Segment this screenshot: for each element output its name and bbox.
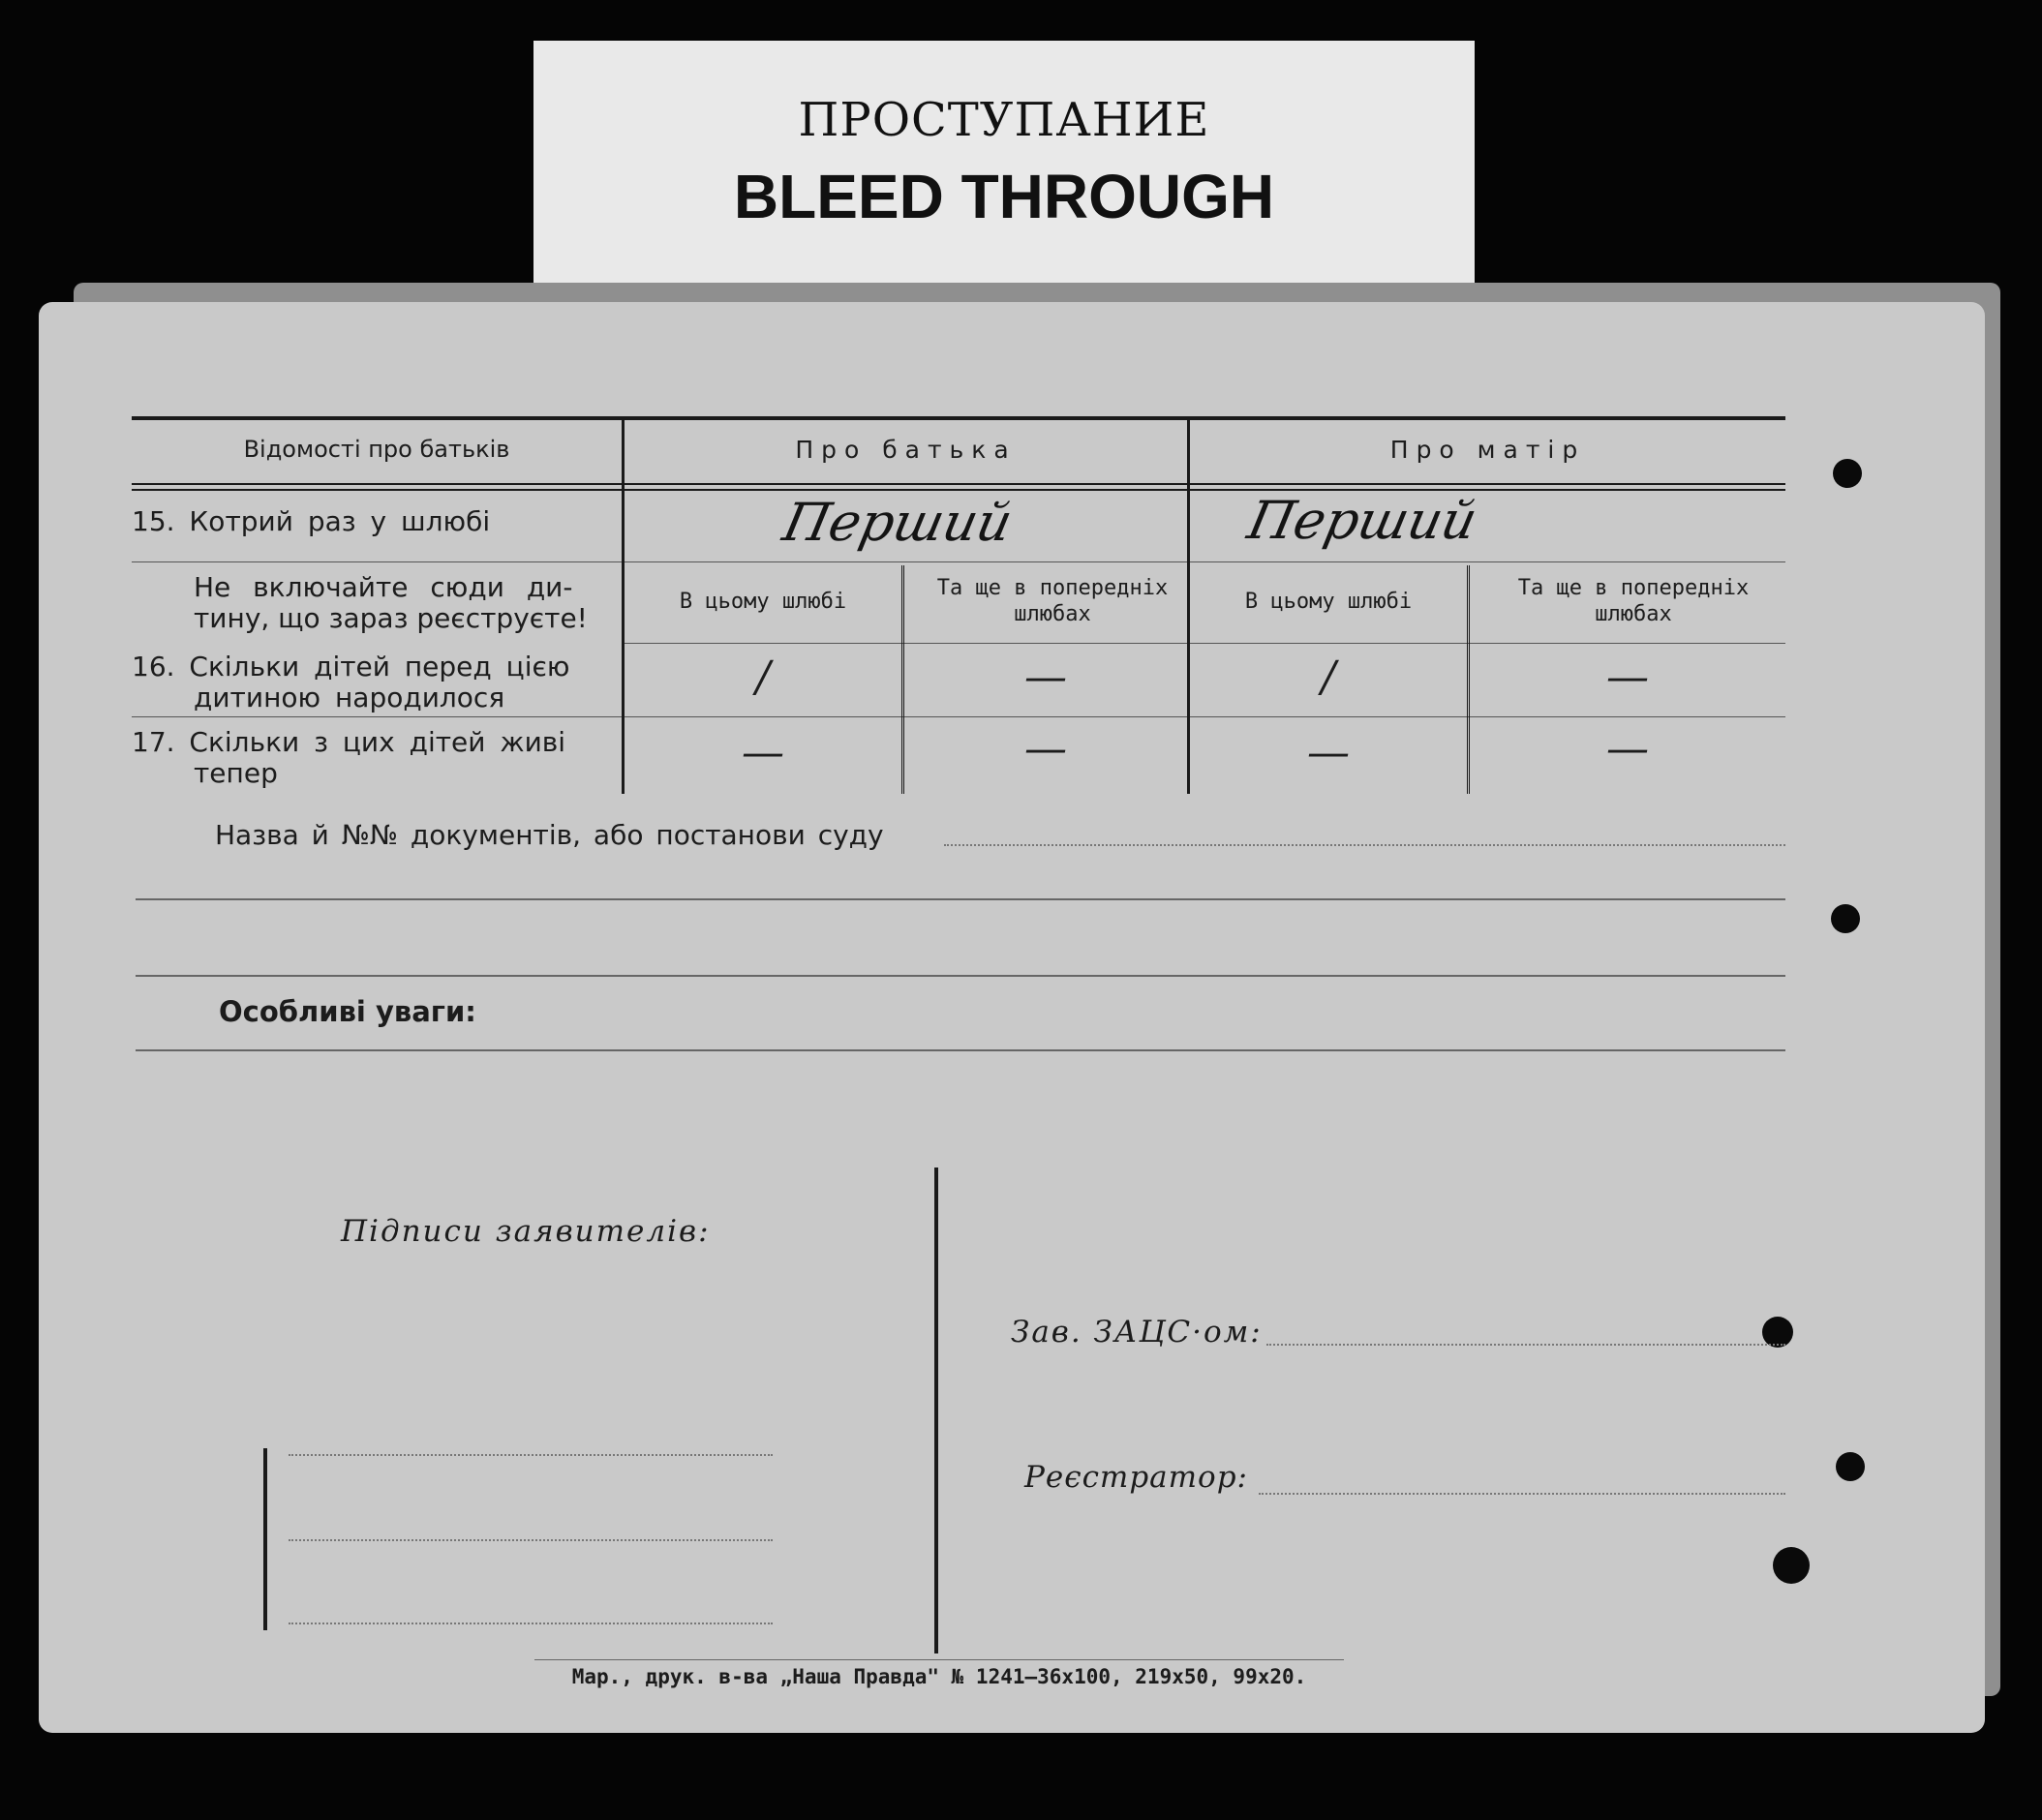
header-bottom-rule bbox=[132, 483, 1785, 485]
documents-dotted-line bbox=[944, 844, 1785, 846]
printer-imprint: Мар., друк. в-ва „Наша Правда" № 1241—36х100, 219х50, 99х20. bbox=[571, 1665, 1307, 1688]
special-notes-rule bbox=[136, 1049, 1785, 1051]
special-notes-label: Особливі уваги: bbox=[219, 995, 476, 1028]
header-parents-info: Відомості про батьків bbox=[243, 436, 510, 463]
subheader-father-this: В цьому шлюбі bbox=[679, 590, 847, 614]
documents-rule bbox=[136, 975, 1785, 977]
subheader-mother-this: В цьому шлюбі bbox=[1244, 590, 1413, 614]
note-line2: тину, що зараз реєструєте! bbox=[194, 602, 588, 634]
punch-hole bbox=[1773, 1547, 1810, 1584]
q16-mother-this: / bbox=[1321, 652, 1336, 702]
q15-father-answer: Перший bbox=[777, 492, 1019, 553]
q17-father-prev: — bbox=[1024, 724, 1067, 774]
punch-hole bbox=[1831, 904, 1860, 933]
form-sheet bbox=[39, 302, 1985, 1733]
signature-bracket bbox=[263, 1448, 267, 1630]
signature-divider bbox=[934, 1168, 938, 1653]
q16-mother-prev: — bbox=[1606, 652, 1649, 702]
q15-mother-answer: Перший bbox=[1242, 490, 1483, 551]
label-title-ru: ПРОСТУПАНИЕ bbox=[798, 93, 1210, 147]
subheader-father-previous: Та ще в попередніх шлюбах bbox=[936, 576, 1169, 626]
row-rule bbox=[132, 716, 1785, 717]
row-rule bbox=[625, 643, 1785, 644]
q17-mother-prev: — bbox=[1606, 724, 1649, 774]
signature-dotted-line bbox=[289, 1539, 773, 1541]
documents-label: Назва й №№ документів, або постанови суду bbox=[215, 819, 884, 851]
q16-line2: дитиною народилося bbox=[194, 682, 505, 713]
row-rule bbox=[132, 561, 1785, 562]
signatures-label: Підписи заявителів: bbox=[341, 1214, 711, 1249]
signature-dotted-line bbox=[289, 1454, 773, 1456]
note-line1: Не включайте сюди ди- bbox=[194, 571, 573, 603]
header-mother: Про матір bbox=[1389, 436, 1586, 464]
header-father: Про батька bbox=[795, 436, 1017, 464]
registry-head-dotted-line bbox=[1266, 1344, 1785, 1346]
q17-father-this: — bbox=[742, 728, 784, 777]
q16-father-prev: — bbox=[1024, 652, 1067, 702]
punch-hole bbox=[1833, 459, 1862, 488]
q15-label: 15. Котрий раз у шлюбі bbox=[132, 505, 491, 537]
bleed-through-label-card bbox=[533, 41, 1475, 285]
q16-line1: 16. Скільки дітей перед цією bbox=[132, 651, 570, 682]
header-bottom-rule-2 bbox=[132, 489, 1785, 491]
documents-rule bbox=[136, 898, 1785, 900]
signature-dotted-line bbox=[289, 1623, 773, 1624]
table-top-rule bbox=[132, 416, 1785, 420]
label-title-en: BLEED THROUGH bbox=[733, 162, 1275, 231]
q17-mother-this: — bbox=[1307, 728, 1350, 777]
punch-hole bbox=[1836, 1452, 1865, 1481]
imprint-rule bbox=[534, 1659, 1344, 1660]
subheader-mother-previous: Та ще в попередніх шлюбах bbox=[1517, 576, 1750, 626]
q17-line2: тепер bbox=[194, 757, 278, 789]
registrar-label: Реєстратор: bbox=[1024, 1460, 1248, 1495]
q17-line1: 17. Скільки з цих дітей живі bbox=[132, 726, 566, 758]
registry-head-label: Зав. ЗАЦС·ом: bbox=[1011, 1315, 1263, 1350]
q16-father-this: / bbox=[755, 652, 771, 702]
registrar-dotted-line bbox=[1259, 1493, 1785, 1495]
